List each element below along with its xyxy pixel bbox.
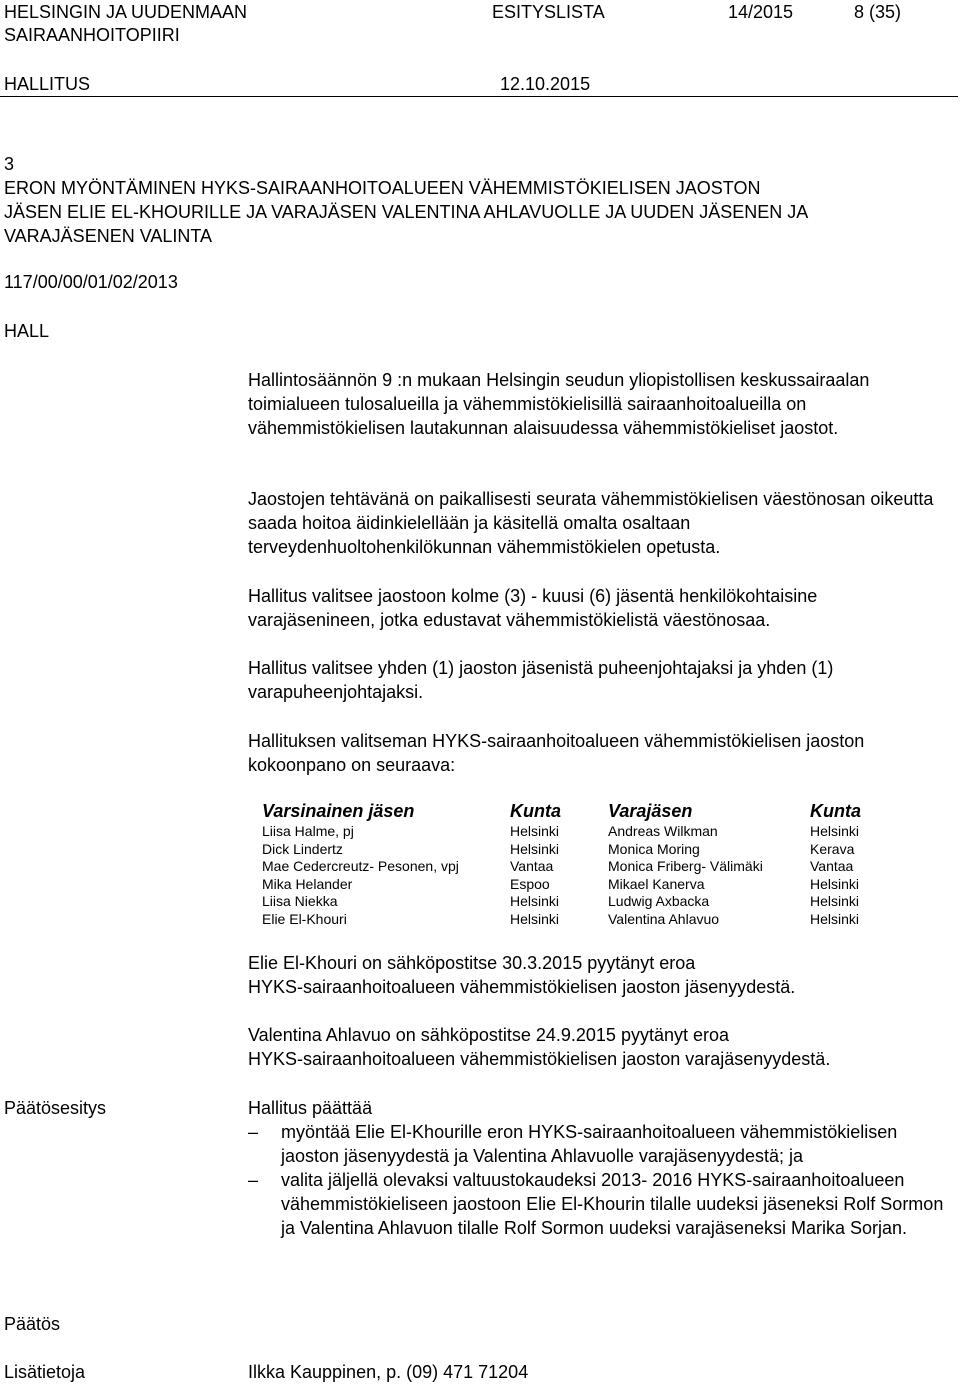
header-divider: [0, 96, 958, 97]
list-item: [248, 1120, 948, 1168]
table-cell: Mika Helander: [262, 875, 353, 892]
table-header-row: [262, 799, 890, 823]
table-cell: Vantaa: [810, 858, 854, 874]
table-cell: Vantaa: [510, 858, 554, 874]
table-cell: Helsinki: [510, 823, 560, 839]
meeting-date: 12.10.2015: [500, 74, 591, 94]
table-cell: Helsinki: [810, 875, 860, 892]
column-header: Varsinainen jäsen: [262, 800, 415, 821]
table-row: [262, 823, 890, 841]
table-cell: Helsinki: [810, 910, 860, 927]
dash-bullet: –: [248, 1170, 259, 1190]
proposal-intro: Hallitus päättää: [248, 1098, 373, 1118]
item-number: 3: [4, 154, 15, 174]
org-name-line1: HELSINGIN JA UUDENMAAN: [4, 2, 248, 22]
table-cell: Ludwig Axbacka: [608, 893, 710, 909]
table-cell: Helsinki: [510, 910, 560, 927]
resignation-line: HYKS-sairaanhoitoalueen vähemmistökielisen jaoston jäsenyydestä.: [248, 977, 796, 997]
proposal-label: Päätösesitys: [4, 1098, 107, 1118]
table-cell: Monica Moring: [608, 840, 700, 857]
dash-bullet: –: [248, 1122, 259, 1142]
table-row: [262, 911, 890, 929]
table-cell: Dick Lindertz: [262, 840, 343, 857]
document-number: 14/2015: [728, 2, 794, 22]
item-code: HALL: [4, 321, 50, 341]
paragraph: Hallitus valitsee yhden (1) jaoston jäsenistä puheenjohtajaksi ja yhden (1) varapuheenjohtajaksi.: [248, 658, 834, 702]
paragraph: Hallituksen valitseman HYKS-sairaanhoitoalueen vähemmistökielisen jaoston kokoonpano on seuraava:: [248, 731, 865, 775]
item-title-line: JÄSEN ELIE EL-KHOURILLE JA VARAJÄSEN VALENTINA AHLAVUOLLE JA UUDEN JÄSENEN JA: [4, 202, 809, 222]
resignation-line: HYKS-sairaanhoitoalueen vähemmistökielisen jaoston varajäsenyydestä.: [248, 1049, 831, 1069]
table-cell: Espoo: [510, 875, 550, 892]
list-item-text: myöntää Elie El-Khourille eron HYKS-sairaanhoitoalueen vähemmistökielisen jaoston jäsenyydestä ja Valentina Ahlavuolle varajäsenyydestä; ja: [281, 1122, 898, 1166]
table-cell: Helsinki: [810, 823, 860, 839]
column-header: Kunta: [810, 800, 861, 821]
list-item-text: valita jäljellä olevaksi valtuustokaudeksi 2013- 2016 HYKS-sairaanhoitoalueen vähemmistökieliseen jaostoon Elie El-Khourin tilalle uudeksi jäseneksi Rolf Sormon ja Valentina Ahlavuon tilalle Rolf Sormon uudeksi varajäseneksi Marika Sorjan.: [281, 1170, 944, 1238]
members-table: [262, 799, 890, 928]
item-title: [4, 176, 954, 248]
table-cell: Elie El-Khouri: [262, 910, 347, 927]
list-item: [248, 1168, 948, 1240]
table-row: [262, 841, 890, 859]
board-name: HALLITUS: [4, 74, 91, 94]
paragraph: Hallitus valitsee jaostoon kolme (3) - kuusi (6) jäsentä henkilökohtaisine varajäsenineen, jotka edustavat vähemmistökielistä väestönosaa.: [248, 586, 818, 630]
contact-label: Lisätietoja: [4, 1362, 86, 1382]
resignation-line: Elie El-Khouri on sähköpostitse 30.3.2015 pyytänyt eroa: [248, 953, 696, 973]
table-cell: Helsinki: [810, 893, 860, 909]
column-header: Varajäsen: [608, 800, 693, 821]
column-header: Kunta: [510, 800, 561, 821]
decision-label: Päätös: [4, 1314, 61, 1334]
table-cell: Mikael Kanerva: [608, 875, 705, 892]
table-cell: Monica Friberg- Välimäki: [608, 858, 763, 874]
table-cell: Valentina Ahlavuo: [608, 910, 720, 927]
table-cell: Mae Cedercreutz- Pesonen, vpj: [262, 858, 459, 874]
table-cell: Liisa Niekka: [262, 893, 338, 909]
record-id: 117/00/00/01/02/2013: [4, 272, 178, 292]
paragraph: Jaostojen tehtävänä on paikallisesti seurata vähemmistökielisen väestönosan oikeutta saada hoitoa äidinkielellään ja käsitellä omalta osaltaan terveydenhuoltohenkilökunnan vähemmistökielen opetusta.: [248, 489, 934, 557]
table-cell: Kerava: [810, 840, 855, 857]
table-row: [262, 876, 890, 894]
table-cell: Helsinki: [510, 893, 560, 909]
table-cell: Liisa Halme, pj: [262, 823, 354, 839]
table-row: [262, 893, 890, 911]
paragraph: Hallintosäännön 9 :n mukaan Helsingin seudun yliopistollisen keskussairaalan toimialueen tulosalueilla ja vähemmistökielisillä sairaanhoitoalueilla on vähemmistökielisen lautakunnan alaisuudessa vähemmistökieliset jaostot.: [248, 370, 870, 438]
item-title-line: ERON MYÖNTÄMINEN HYKS-SAIRAANHOITOALUEEN VÄHEMMISTÖKIELISEN JAOSTON: [4, 178, 761, 198]
contact-info: Ilkka Kauppinen, p. (09) 471 71204: [248, 1362, 529, 1382]
table-row: [262, 858, 890, 876]
table-cell: Helsinki: [510, 840, 560, 857]
table-cell: Andreas Wilkman: [608, 823, 718, 839]
resignation-line: Valentina Ahlavuo on sähköpostitse 24.9.2015 pyytänyt eroa: [248, 1025, 730, 1045]
page-number: 8 (35): [854, 2, 902, 22]
proposal-list: [248, 1120, 948, 1240]
item-title-line: VARAJÄSENEN VALINTA: [4, 226, 213, 246]
org-name-line2: SAIRAANHOITOPIIRI: [4, 25, 180, 45]
document-type: ESITYSLISTA: [492, 2, 605, 22]
